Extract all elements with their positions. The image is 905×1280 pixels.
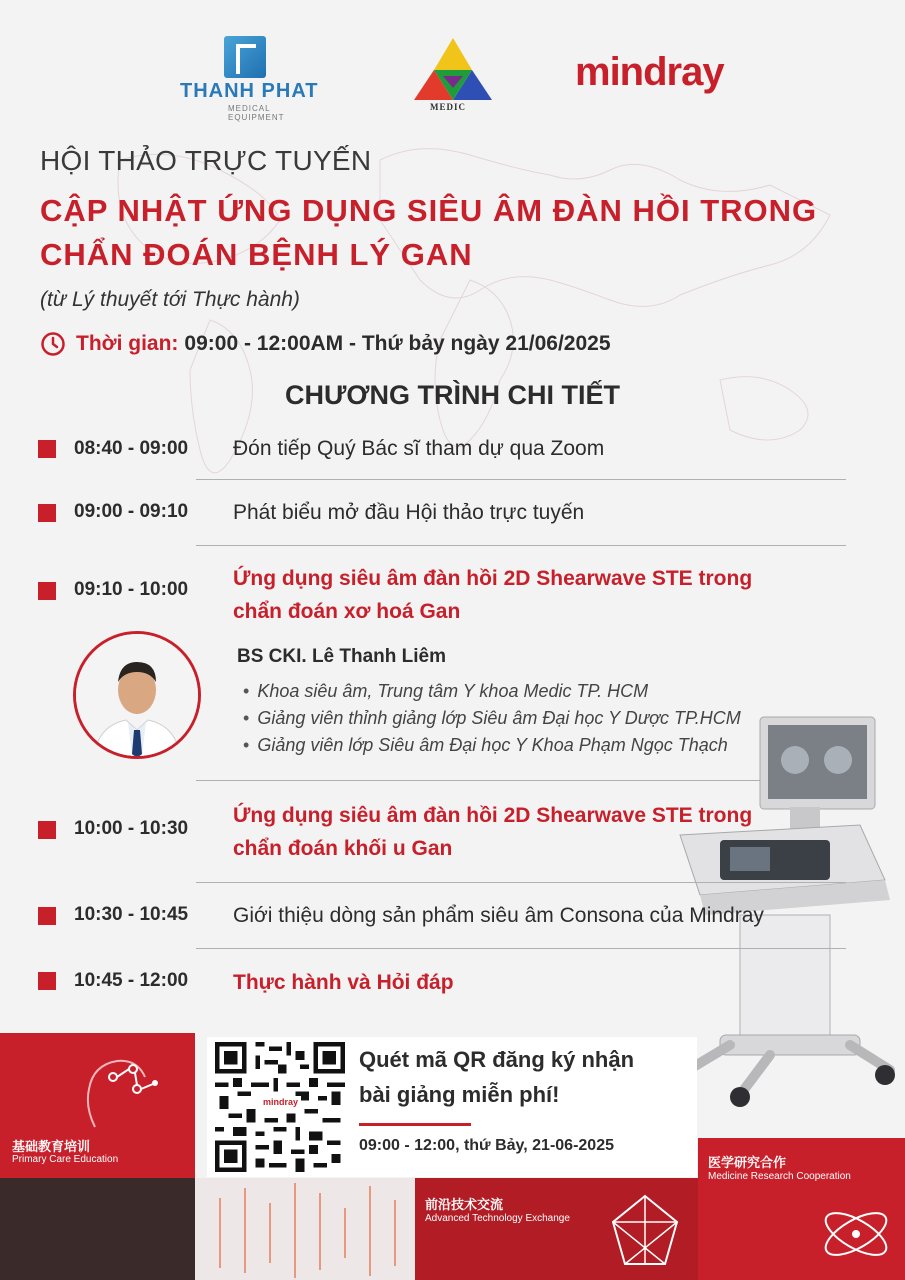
agenda-topic — [233, 799, 833, 865]
medic-triangle-icon — [408, 36, 498, 102]
agenda-topic-line1: Ứng dụng siêu âm đàn hồi 2D Shearwave STE trong — [233, 804, 753, 827]
agenda-topic-line2: chẩn đoán xơ hoá Gan — [233, 600, 461, 623]
time-label: Thời gian: — [76, 332, 179, 355]
agenda-time: 09:10 - 10:00 — [74, 579, 189, 600]
event-time — [40, 331, 611, 357]
agenda-bullet-icon — [38, 504, 56, 522]
primary-care-panel — [0, 1033, 195, 1178]
qr-cta-line2: bài giảng miễn phí! — [359, 1082, 560, 1107]
program-title: CHƯƠNG TRÌNH CHI TIẾT — [285, 380, 620, 410]
agenda-topic: Đón tiếp Quý Bác sĩ tham dự qua Zoom — [233, 437, 605, 460]
clock-icon — [40, 331, 66, 357]
agenda-topic-line2: chẩn đoán khối u Gan — [233, 837, 453, 860]
agenda-divider — [196, 479, 846, 480]
advanced-tech-panel — [415, 1178, 698, 1280]
decorative-lines — [195, 1178, 415, 1280]
agenda-topic: Phát biểu mở đầu Hội thảo trực tuyến — [233, 501, 585, 524]
advanced-tech-en: Advanced Technology Exchange — [425, 1213, 570, 1224]
agenda-topic — [233, 562, 833, 628]
advanced-tech-zh: 前沿技术交流 — [425, 1197, 504, 1212]
speaker-role: • Khoa siêu âm, Trung tâm Y khoa Medic TP. HCM — [243, 678, 741, 705]
qr-date: 09:00 - 12:00, thứ Bảy, 21-06-2025 — [359, 1137, 614, 1154]
medicine-research-en: Medicine Research Cooperation — [708, 1171, 851, 1182]
agenda-divider — [196, 545, 846, 546]
qr-registration-card — [207, 1037, 697, 1177]
agenda-divider — [196, 882, 846, 883]
thanh-phat-subtitle: MEDICAL EQUIPMENT — [228, 104, 285, 122]
primary-care-en: Primary Care Education — [12, 1154, 119, 1165]
agenda-topic-line1: Ứng dụng siêu âm đàn hồi 2D Shearwave STE trong — [233, 567, 753, 590]
agenda-time: 09:00 - 09:10 — [74, 501, 189, 522]
qr-mindray-badge: mindray — [260, 1096, 301, 1108]
lines-panel — [195, 1178, 415, 1280]
agenda-time: 10:45 - 12:00 — [74, 970, 189, 991]
speaker-role: • Giảng viên lớp Siêu âm Đại học Y Khoa Phạm Ngọc Thạch — [243, 732, 741, 759]
time-value: 09:00 - 12:00AM - Thứ bảy ngày 21/06/2025 — [184, 332, 611, 355]
agenda-bullet-icon — [38, 907, 56, 925]
primary-care-zh: 基础教育培训 — [12, 1139, 91, 1154]
agenda-time: 10:30 - 10:45 — [74, 904, 189, 925]
brain-network-icon — [75, 1047, 165, 1137]
speaker-name: BS CKI. Lê Thanh Liêm — [237, 646, 447, 667]
medicine-research-panel — [698, 1138, 905, 1280]
medicine-research-zh: 医学研究合作 — [708, 1155, 787, 1170]
crystal-network-icon — [605, 1192, 685, 1272]
agenda-divider — [196, 948, 846, 949]
mindray-logo: mindray — [575, 50, 724, 94]
medic-name: MEDIC — [430, 102, 466, 112]
thanh-phat-mark-icon — [224, 36, 266, 78]
agenda-bullet-icon — [38, 582, 56, 600]
event-kicker: HỘI THẢO TRỰC TUYẾN — [40, 145, 372, 176]
qr-accent-line — [359, 1123, 471, 1126]
agenda-bullet-icon — [38, 972, 56, 990]
agenda-topic: Thực hành và Hỏi đáp — [233, 971, 454, 994]
medic-logo — [408, 36, 498, 116]
dark-panel — [0, 1178, 195, 1280]
event-title-line1: CẬP NHẬT ỨNG DỤNG SIÊU ÂM ĐÀN HỒI TRONG — [40, 193, 818, 228]
thanh-phat-logo — [180, 36, 320, 122]
qr-cta-line1: Quét mã QR đăng ký nhận — [359, 1047, 635, 1072]
agenda-time: 10:00 - 10:30 — [74, 818, 189, 839]
thanh-phat-name: THANH PHAT — [180, 80, 319, 102]
agenda-topic: Giới thiệu dòng sản phẩm siêu âm Consona của Mindray — [233, 904, 764, 927]
event-subtitle: (từ Lý thuyết tới Thực hành) — [40, 288, 300, 311]
atom-icon — [816, 1194, 896, 1274]
event-title-line2: CHẨN ĐOÁN BỆNH LÝ GAN — [40, 237, 473, 272]
agenda-bullet-icon — [38, 821, 56, 839]
world-map-background — [0, 120, 905, 540]
speaker-photo — [73, 631, 201, 759]
agenda-time: 08:40 - 09:00 — [74, 438, 189, 459]
speaker-role: • Giảng viên thỉnh giảng lớp Siêu âm Đại học Y Dược TP.HCM — [243, 705, 741, 732]
agenda-bullet-icon — [38, 440, 56, 458]
speaker-avatar-icon — [76, 634, 198, 756]
